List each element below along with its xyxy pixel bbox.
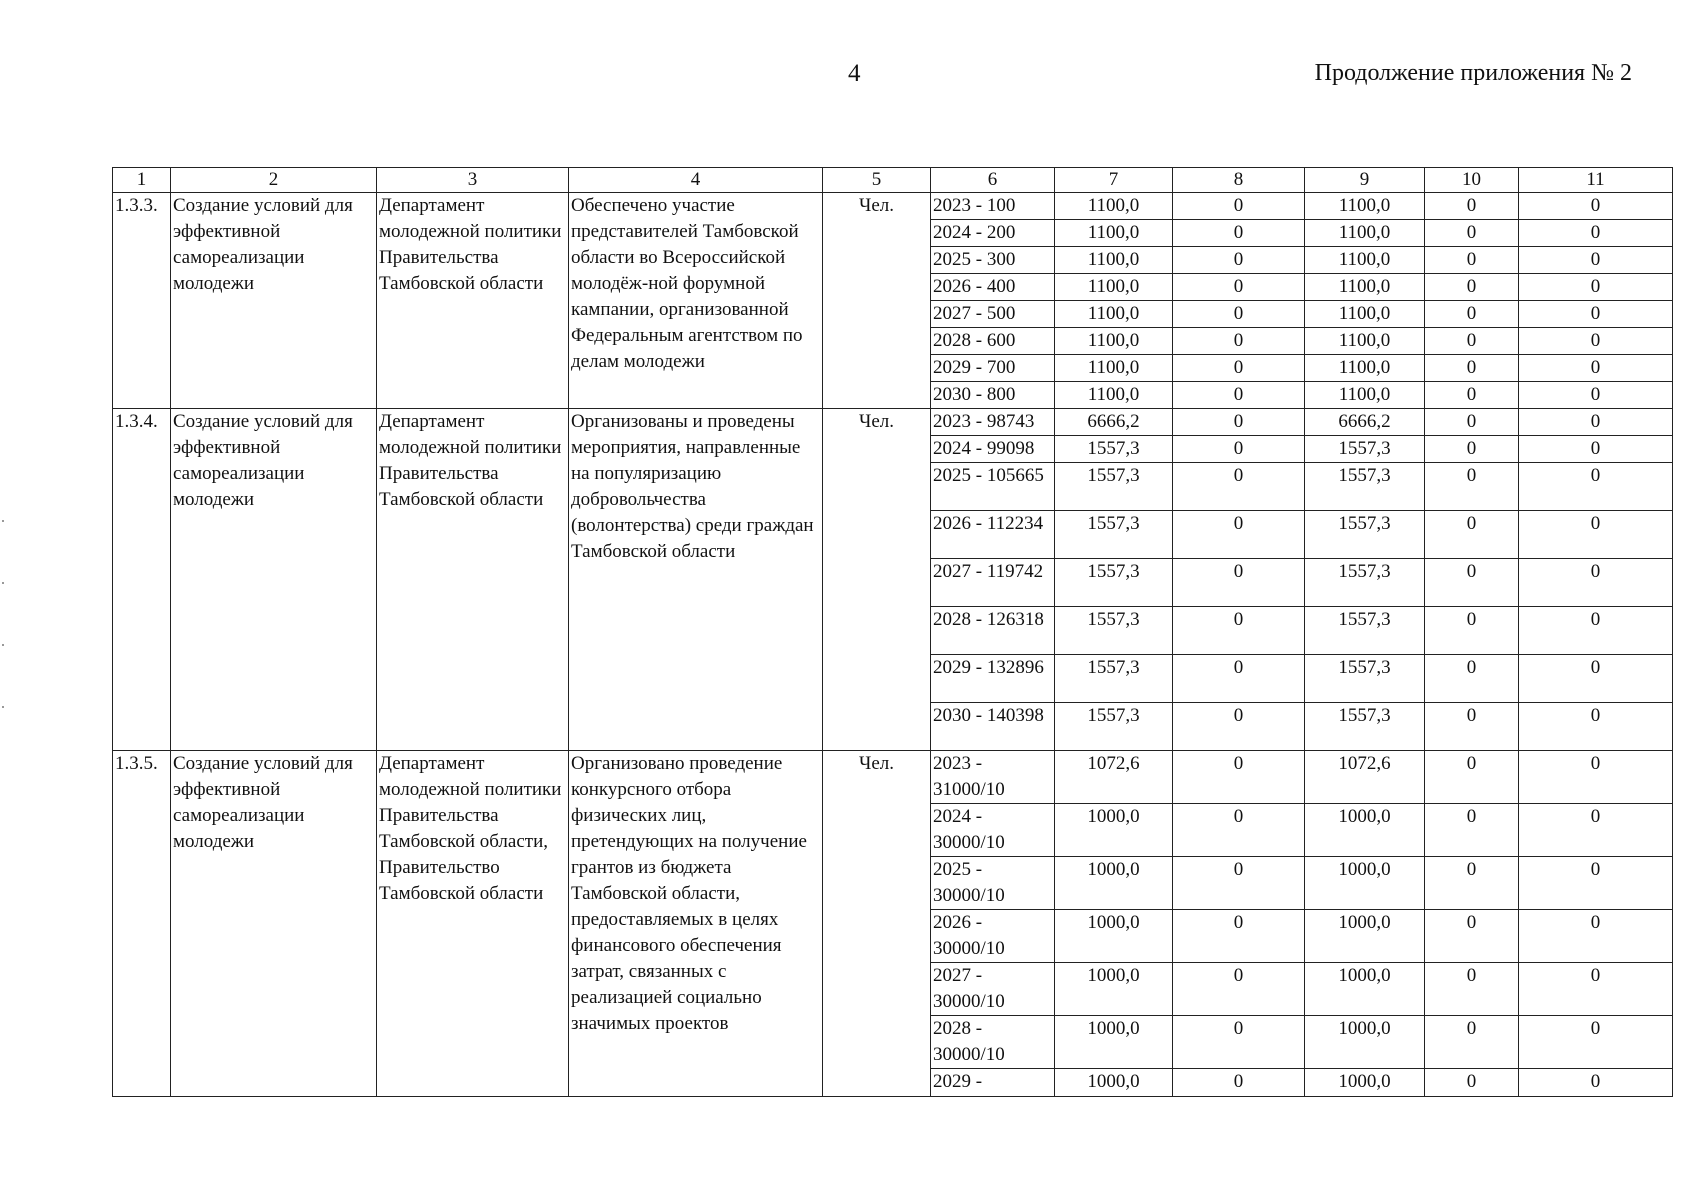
col10-value: 0 [1425, 436, 1519, 463]
col7-value: 1557,3 [1055, 607, 1173, 655]
col8-value: 0 [1173, 436, 1305, 463]
target-value: 2023 - 31000/10 [931, 751, 1055, 804]
col9-value: 1100,0 [1305, 220, 1425, 247]
target-value: 2028 - 126318 [931, 607, 1055, 655]
col11-value: 0 [1519, 328, 1673, 355]
col7-value: 1000,0 [1055, 910, 1173, 963]
col7-value: 1100,0 [1055, 247, 1173, 274]
col10-value: 0 [1425, 220, 1519, 247]
col8-value: 0 [1173, 409, 1305, 436]
col7-value: 1557,3 [1055, 511, 1173, 559]
col7-value: 1100,0 [1055, 274, 1173, 301]
col9-value: 1557,3 [1305, 607, 1425, 655]
col8-value: 0 [1173, 247, 1305, 274]
item-code: 1.3.5. [113, 751, 171, 1097]
col9-value: 6666,2 [1305, 409, 1425, 436]
column-header: 10 [1425, 168, 1519, 193]
target-value: 2027 - 119742 [931, 559, 1055, 607]
appendix-table [112, 167, 1673, 1097]
col7-value: 1557,3 [1055, 703, 1173, 751]
column-header: 2 [171, 168, 377, 193]
col11-value: 0 [1519, 910, 1673, 963]
col7-value: 1557,3 [1055, 655, 1173, 703]
appendix-title: Продолжение приложения № 2 [1314, 60, 1632, 86]
target-value: 2028 - 600 [931, 328, 1055, 355]
target-value: 2029 - 132896 [931, 655, 1055, 703]
col7-value: 1100,0 [1055, 355, 1173, 382]
col8-value: 0 [1173, 910, 1305, 963]
col9-value: 1557,3 [1305, 703, 1425, 751]
table-row [113, 193, 1673, 220]
col11-value: 0 [1519, 355, 1673, 382]
target-value: 2024 - 99098 [931, 436, 1055, 463]
col11-value: 0 [1519, 1016, 1673, 1069]
col11-value: 0 [1519, 511, 1673, 559]
col7-value: 1100,0 [1055, 301, 1173, 328]
col10-value: 0 [1425, 607, 1519, 655]
target-value: 2024 - 200 [931, 220, 1055, 247]
col11-value: 0 [1519, 559, 1673, 607]
col10-value: 0 [1425, 1069, 1519, 1097]
target-value: 2025 - 30000/10 [931, 857, 1055, 910]
col7-value: 1000,0 [1055, 963, 1173, 1016]
target-value: 2027 - 30000/10 [931, 963, 1055, 1016]
target-value: 2030 - 140398 [931, 703, 1055, 751]
column-header: 8 [1173, 168, 1305, 193]
col9-value: 1557,3 [1305, 511, 1425, 559]
col10-value: 0 [1425, 751, 1519, 804]
item-result: Организовано проведение конкурсного отбора физических лиц, претендующих на получение грантов из бюджета Тамбовской области, предоставляемых в целях финансового обеспечения затрат, связанных с реализацией социально значимых проектов [569, 751, 823, 1097]
col11-value: 0 [1519, 751, 1673, 804]
col8-value: 0 [1173, 751, 1305, 804]
target-value: 2023 - 100 [931, 193, 1055, 220]
target-value: 2025 - 105665 [931, 463, 1055, 511]
col8-value: 0 [1173, 963, 1305, 1016]
column-header: 11 [1519, 168, 1673, 193]
column-header: 3 [377, 168, 569, 193]
col9-value: 1100,0 [1305, 328, 1425, 355]
col8-value: 0 [1173, 655, 1305, 703]
col10-value: 0 [1425, 463, 1519, 511]
col8-value: 0 [1173, 193, 1305, 220]
item-executor: Департамент молодежной политики Правительства Тамбовской области [377, 193, 569, 409]
col9-value: 1557,3 [1305, 463, 1425, 511]
col11-value: 0 [1519, 247, 1673, 274]
col11-value: 0 [1519, 655, 1673, 703]
col10-value: 0 [1425, 857, 1519, 910]
col8-value: 0 [1173, 559, 1305, 607]
column-header: 6 [931, 168, 1055, 193]
item-name: Создание условий для эффективной самореализации молодежи [171, 193, 377, 409]
col10-value: 0 [1425, 247, 1519, 274]
item-name: Создание условий для эффективной самореализации молодежи [171, 409, 377, 751]
col11-value: 0 [1519, 409, 1673, 436]
column-header: 4 [569, 168, 823, 193]
item-code: 1.3.4. [113, 409, 171, 751]
col9-value: 1100,0 [1305, 355, 1425, 382]
item-unit: Чел. [823, 193, 931, 409]
col8-value: 0 [1173, 220, 1305, 247]
col11-value: 0 [1519, 436, 1673, 463]
col11-value: 0 [1519, 220, 1673, 247]
col10-value: 0 [1425, 559, 1519, 607]
col10-value: 0 [1425, 409, 1519, 436]
col7-value: 1000,0 [1055, 804, 1173, 857]
col10-value: 0 [1425, 655, 1519, 703]
target-value: 2030 - 800 [931, 382, 1055, 409]
col7-value: 1000,0 [1055, 1069, 1173, 1097]
col10-value: 0 [1425, 382, 1519, 409]
table-row [113, 751, 1673, 804]
col9-value: 1100,0 [1305, 274, 1425, 301]
col11-value: 0 [1519, 1069, 1673, 1097]
item-result: Обеспечено участие представителей Тамбовской области во Всероссийской молодёж-ной форумной кампании, организованной Федеральным агентством по делам молодежи [569, 193, 823, 409]
target-value: 2026 - 112234 [931, 511, 1055, 559]
col7-value: 1557,3 [1055, 463, 1173, 511]
col10-value: 0 [1425, 193, 1519, 220]
target-value: 2026 - 30000/10 [931, 910, 1055, 963]
col11-value: 0 [1519, 607, 1673, 655]
item-name: Создание условий для эффективной самореализации молодежи [171, 751, 377, 1097]
col11-value: 0 [1519, 963, 1673, 1016]
column-header: 9 [1305, 168, 1425, 193]
col11-value: 0 [1519, 193, 1673, 220]
item-code: 1.3.3. [113, 193, 171, 409]
col7-value: 1557,3 [1055, 436, 1173, 463]
column-header: 1 [113, 168, 171, 193]
target-value: 2026 - 400 [931, 274, 1055, 301]
col7-value: 1100,0 [1055, 220, 1173, 247]
col9-value: 1000,0 [1305, 804, 1425, 857]
col10-value: 0 [1425, 511, 1519, 559]
page-number: 4 [848, 60, 861, 87]
col7-value: 1100,0 [1055, 382, 1173, 409]
col10-value: 0 [1425, 328, 1519, 355]
col11-value: 0 [1519, 804, 1673, 857]
col9-value: 1557,3 [1305, 436, 1425, 463]
col11-value: 0 [1519, 857, 1673, 910]
item-unit: Чел. [823, 751, 931, 1097]
col7-value: 1100,0 [1055, 193, 1173, 220]
target-value: 2023 - 98743 [931, 409, 1055, 436]
target-value: 2028 - 30000/10 [931, 1016, 1055, 1069]
item-executor: Департамент молодежной политики Правительства Тамбовской области [377, 409, 569, 751]
header-row [113, 168, 1673, 193]
col9-value: 1100,0 [1305, 247, 1425, 274]
column-header: 5 [823, 168, 931, 193]
col9-value: 1557,3 [1305, 559, 1425, 607]
col9-value: 1557,3 [1305, 655, 1425, 703]
col7-value: 6666,2 [1055, 409, 1173, 436]
col8-value: 0 [1173, 328, 1305, 355]
col8-value: 0 [1173, 607, 1305, 655]
col7-value: 1557,3 [1055, 559, 1173, 607]
col9-value: 1000,0 [1305, 1016, 1425, 1069]
col9-value: 1000,0 [1305, 963, 1425, 1016]
col8-value: 0 [1173, 804, 1305, 857]
col7-value: 1100,0 [1055, 328, 1173, 355]
column-header: 7 [1055, 168, 1173, 193]
col9-value: 1000,0 [1305, 857, 1425, 910]
col8-value: 0 [1173, 1069, 1305, 1097]
target-value: 2029 - [931, 1069, 1055, 1097]
col7-value: 1072,6 [1055, 751, 1173, 804]
col8-value: 0 [1173, 301, 1305, 328]
item-unit: Чел. [823, 409, 931, 751]
col7-value: 1000,0 [1055, 857, 1173, 910]
target-value: 2025 - 300 [931, 247, 1055, 274]
target-value: 2027 - 500 [931, 301, 1055, 328]
col8-value: 0 [1173, 274, 1305, 301]
col9-value: 1100,0 [1305, 382, 1425, 409]
col8-value: 0 [1173, 463, 1305, 511]
table-row [113, 409, 1673, 436]
col7-value: 1000,0 [1055, 1016, 1173, 1069]
col9-value: 1100,0 [1305, 193, 1425, 220]
col11-value: 0 [1519, 382, 1673, 409]
col9-value: 1000,0 [1305, 910, 1425, 963]
item-executor: Департамент молодежной политики Правительства Тамбовской области, Правительство Тамбовской области [377, 751, 569, 1097]
col11-value: 0 [1519, 301, 1673, 328]
col8-value: 0 [1173, 703, 1305, 751]
col11-value: 0 [1519, 703, 1673, 751]
col10-value: 0 [1425, 703, 1519, 751]
col10-value: 0 [1425, 963, 1519, 1016]
col9-value: 1100,0 [1305, 301, 1425, 328]
item-result: Организованы и проведены мероприятия, направленные на популяризацию добровольчества (волонтерства) среди граждан Тамбовской области [569, 409, 823, 751]
col11-value: 0 [1519, 463, 1673, 511]
col8-value: 0 [1173, 857, 1305, 910]
col9-value: 1000,0 [1305, 1069, 1425, 1097]
col10-value: 0 [1425, 355, 1519, 382]
target-value: 2029 - 700 [931, 355, 1055, 382]
col10-value: 0 [1425, 301, 1519, 328]
col10-value: 0 [1425, 910, 1519, 963]
col10-value: 0 [1425, 274, 1519, 301]
col11-value: 0 [1519, 274, 1673, 301]
col8-value: 0 [1173, 511, 1305, 559]
scan-artifact [2, 520, 4, 740]
col8-value: 0 [1173, 1016, 1305, 1069]
target-value: 2024 - 30000/10 [931, 804, 1055, 857]
col10-value: 0 [1425, 1016, 1519, 1069]
col8-value: 0 [1173, 382, 1305, 409]
col8-value: 0 [1173, 355, 1305, 382]
col9-value: 1072,6 [1305, 751, 1425, 804]
col10-value: 0 [1425, 804, 1519, 857]
